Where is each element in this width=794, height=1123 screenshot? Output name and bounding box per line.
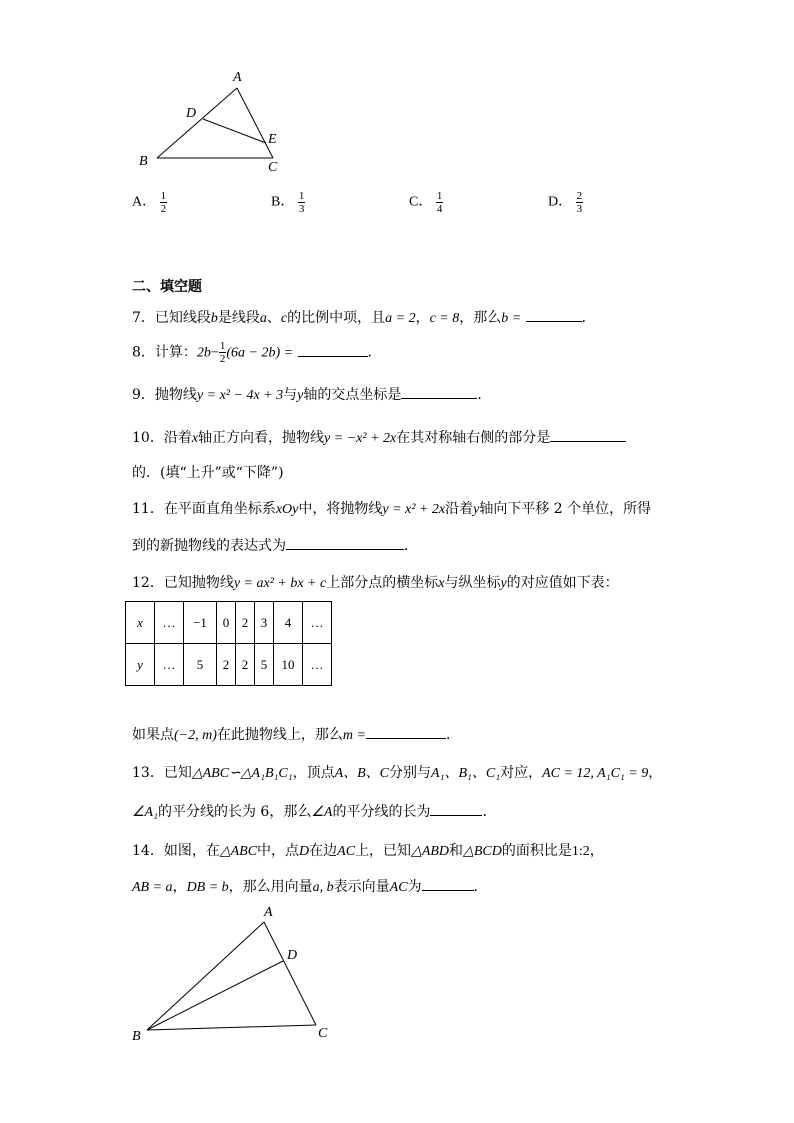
answer-blank[interactable] <box>526 309 582 322</box>
figure-triangle-ade <box>130 68 290 180</box>
option-b[interactable] <box>271 190 305 215</box>
question-11-line2: 到的新抛物线的表达式为 ． <box>132 538 418 554</box>
half-fraction: $\frac{1}{2}$ <box>219 340 226 365</box>
question-9: 9．抛物线y = x² − 4x + 3与y轴的交点坐标是 ． <box>132 387 492 403</box>
table-cell: 2 <box>236 644 255 686</box>
table-cell: 0 <box>217 602 236 644</box>
answer-blank[interactable] <box>298 344 368 357</box>
table-cell: … <box>303 644 332 686</box>
answer-blank[interactable] <box>286 537 404 550</box>
vertex-label-a: A <box>233 70 242 85</box>
table-cell: 5 <box>184 644 217 686</box>
answer-blank[interactable] <box>401 386 477 399</box>
option-fraction: $\frac{1}{4}$ <box>436 190 443 215</box>
question-10-line2: 的．(填“上升”或“下降”) <box>132 465 284 481</box>
vertex-label-b: B <box>139 154 148 169</box>
option-c[interactable] <box>409 190 443 215</box>
table-cell: 4 <box>274 602 303 644</box>
table-cell: x <box>126 602 155 644</box>
figure-triangle-abd <box>125 900 345 1050</box>
option-a[interactable] <box>132 190 167 215</box>
question-14-line2: AB = a，DB = b，那么用向量a, b表示向量AC为 ． <box>132 879 488 895</box>
option-fraction: $\frac{1}{3}$ <box>298 190 305 215</box>
question-14: 14．如图，在△ABC中，点D在边AC上，已知△ABD和△BCD的面积比是1:2， <box>132 843 604 859</box>
vertex-label-c: C <box>318 1026 328 1041</box>
vertex-label-d: D <box>287 948 298 963</box>
question-13: 13．已知△ABC∽△A₁B₁C₁，顶点A、B、C分别与A₁、B₁、C₁对应，AC = 12, A₁C₁ = 9， <box>132 765 663 781</box>
table-cell: −1 <box>184 602 217 644</box>
option-letter: C． <box>409 194 433 210</box>
question-12-followup: 如果点(−2, m)在此抛物线上，那么m = ． <box>132 727 460 743</box>
table-row-x <box>126 602 332 644</box>
table-cell: 5 <box>255 644 274 686</box>
table-cell: 3 <box>255 602 274 644</box>
option-d[interactable] <box>548 190 583 215</box>
question-10: 10．沿着x轴正方向看，抛物线y = −x² + 2x在其对称轴右侧的部分是 <box>132 427 626 447</box>
question-13-line2: ∠A₁的平分线的长为 6，那么∠A的平分线的长为 ． <box>132 804 497 820</box>
table-cell: 2 <box>236 602 255 644</box>
triangle-abc-bd-diagram <box>125 900 345 1050</box>
table-cell: 10 <box>274 644 303 686</box>
option-letter: A． <box>132 194 157 210</box>
table-row-y <box>126 644 332 686</box>
answer-blank[interactable] <box>422 878 474 891</box>
vertex-label-b: B <box>132 1029 141 1044</box>
table-cell: … <box>155 602 184 644</box>
vertex-label-e: E <box>268 132 277 147</box>
value-table <box>125 601 332 686</box>
option-fraction: $\frac{2}{3}$ <box>576 190 583 215</box>
answer-blank[interactable] <box>366 726 446 739</box>
table-cell: … <box>155 644 184 686</box>
option-fraction: $\frac{1}{2}$ <box>160 190 167 215</box>
question-11: 11．在平面直角坐标系xOy中，将抛物线y = x² + 2x沿着y轴向下平移 2 个单位，所得 <box>132 501 652 517</box>
option-letter: B． <box>271 194 295 210</box>
table-cell: … <box>303 602 332 644</box>
option-letter: D． <box>548 194 573 210</box>
answer-blank[interactable] <box>430 803 482 816</box>
answer-blank[interactable] <box>550 429 626 442</box>
table-cell: 2 <box>217 644 236 686</box>
question-7: 7．已知线段b是线段a、c的比例中项，且a = 2，c = 8，那么b = ． <box>132 310 596 326</box>
vertex-label-d: D <box>186 106 197 121</box>
vertex-label-a: A <box>264 905 273 920</box>
vertex-label-c: C <box>268 160 278 175</box>
question-8: 8．计算：2b− $\frac{1}{2}$ (6a − 2b) = ． <box>132 340 382 365</box>
table-cell: y <box>126 644 155 686</box>
question-12: 12．已知抛物线y = ax² + bx + c上部分点的横坐标x与纵坐标y的对应值如下表： <box>132 575 619 591</box>
section-title: 二、填空题 <box>132 279 202 295</box>
triangle-abc-diagram <box>130 68 290 180</box>
